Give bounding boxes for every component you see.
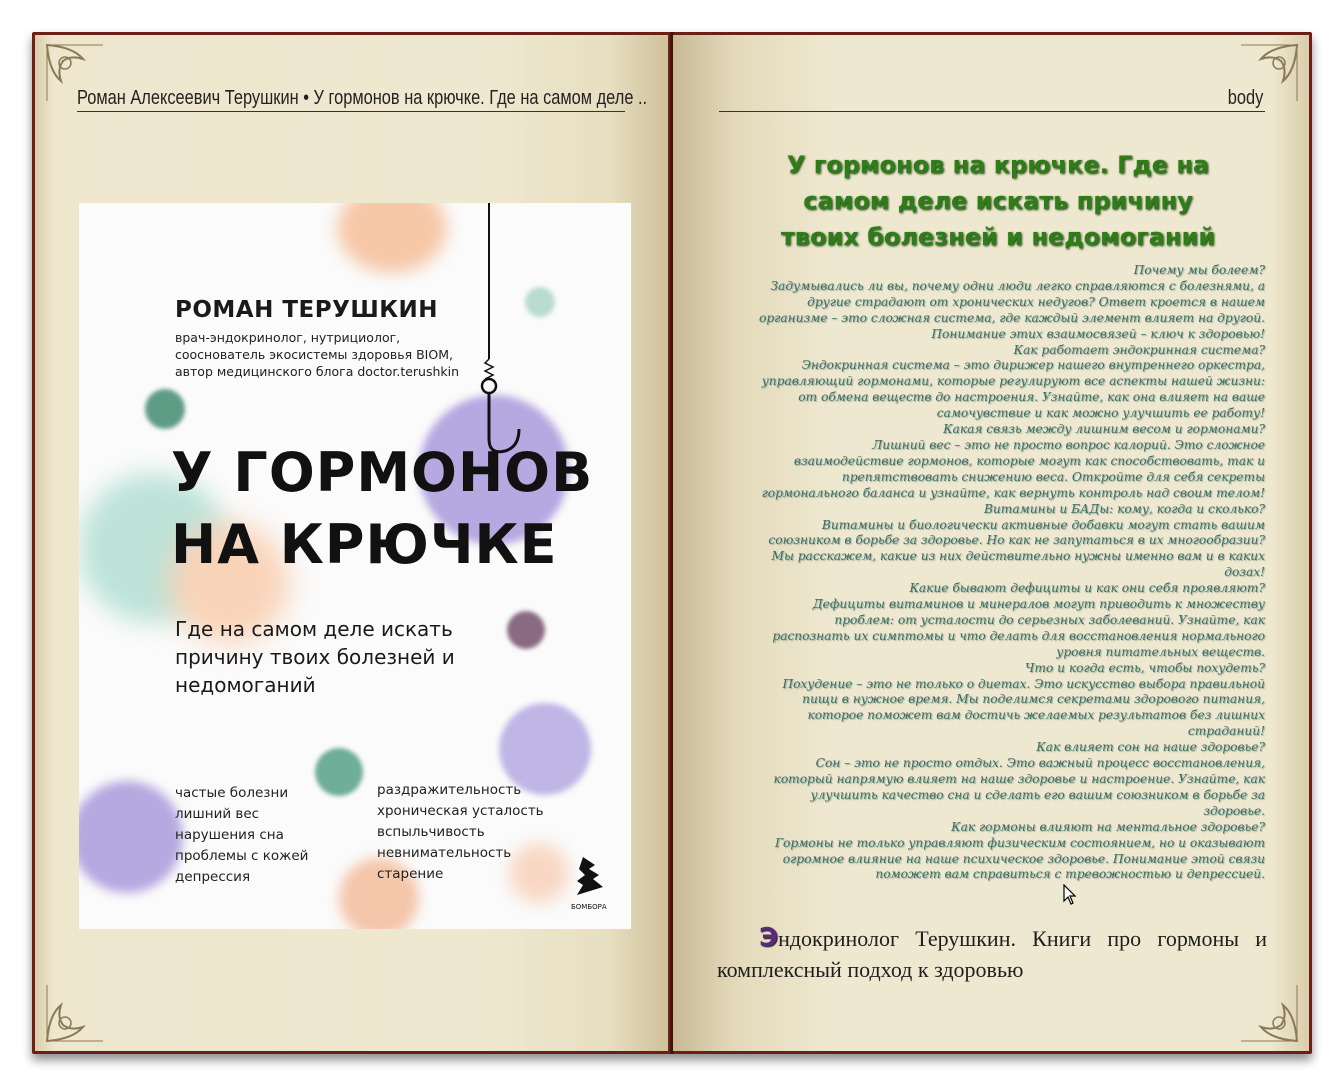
book-annotation xyxy=(759,263,1265,883)
corner-ornament-icon xyxy=(1231,975,1301,1045)
annotation-paragraph: Как гормоны влияют на ментальное здоровье? xyxy=(951,819,1265,834)
symptom-item: хроническая усталость xyxy=(377,803,544,819)
cover-decor-dot xyxy=(507,611,545,649)
cover-decor-dot xyxy=(79,781,183,893)
body-text: ндокринолог Терушкин. Книги про гормоны и комплексный подход к здоровью xyxy=(717,926,1267,982)
book-title-heading: У гормонов на крючке. Где на самом деле искать причину твоих болезней и недомоганий xyxy=(780,151,1216,251)
left-page[interactable] xyxy=(35,35,671,1051)
annotation-paragraph: Как влияет сон на наше здоровье? xyxy=(1036,740,1265,755)
publisher-logo-icon xyxy=(573,855,609,897)
cover-author: РОМАН ТЕРУШКИН xyxy=(175,297,439,323)
book-viewer xyxy=(32,32,1312,1054)
symptom-item: проблемы с кожей xyxy=(175,848,309,864)
cover-decor-dot xyxy=(337,203,447,273)
right-running-header: body xyxy=(1227,87,1263,109)
author-role-line: врач-эндокринолог, нутрициолог, xyxy=(175,330,401,345)
header-rule xyxy=(719,111,1265,112)
annotation-paragraph: Витамины и биологически активные добавки могут стать вашим союзником в борьбе за здоровье. Но как не запутаться в их многообразии? Мы расскажем, какие из них действительно нужны именно вам и в каких дозах! xyxy=(768,517,1265,580)
annotation-paragraph: Какие бывают дефициты и как они себя проявляют? xyxy=(909,581,1265,596)
symptom-item: невнимательность xyxy=(377,845,512,861)
symptom-item: лишний вес xyxy=(175,806,260,822)
right-page[interactable] xyxy=(673,35,1309,1051)
symptom-item: старение xyxy=(377,866,444,882)
annotation-paragraph: Задумывались ли вы, почему одни люди легко справляются с болезнями, а другие страдают от хронических недугов? Ответ кроется в нашем организме – это сложная система, где каждый элемент влияет на другой. Понимание этих взаимосвязей – ключ к здоровью! xyxy=(759,278,1265,341)
author-role-line: сооснователь экосистемы здоровья BIOM, xyxy=(175,347,453,362)
annotation-paragraph: Дефициты витаминов и минералов могут приводить к множеству проблем: от усталости до серьезных заболеваний. Узнайте, как распознать их симптомы и что делать для восстановления нормального уровня питательных веществ. xyxy=(772,597,1265,659)
fishing-hook-icon xyxy=(475,203,535,463)
annotation-paragraph: Что и когда есть, чтобы похудеть? xyxy=(1024,660,1265,675)
cover-decor-dot xyxy=(145,389,185,429)
annotation-paragraph: Витамины и БАДы: кому, когда и сколько? xyxy=(983,501,1265,516)
publisher-name: БОМБОРА xyxy=(571,903,607,911)
header-rule xyxy=(77,111,625,112)
annotation-paragraph: Как работает эндокринная система? xyxy=(1013,342,1265,357)
cover-title-line: У ГОРМОНОВ xyxy=(171,441,594,504)
annotation-paragraph: Какая связь между лишним весом и гормонами? xyxy=(943,422,1265,437)
cover-decor-dot xyxy=(315,748,363,796)
book-cover-image xyxy=(79,203,631,929)
symptom-item: вспыльчивость xyxy=(377,824,485,840)
annotation-paragraph: Сон – это не просто отдых. Это важный процесс восстановления, который напрямую влияет на наше здоровье и настроение. Узнайте, как улучшить качество сна и сделать его вашим союзником в борьбе за здоровье. xyxy=(773,756,1265,818)
annotation-paragraph: Гормоны не только управляют физическим состоянием, но и оказывают огромное влияние на наше психическое здоровье. Понимание этой связи поможет вам справиться с тревожностью и депрессией. xyxy=(774,835,1265,882)
cover-symptom-list-right xyxy=(377,780,544,885)
author-role-line: автор медицинского блога doctor.terushkin xyxy=(175,364,460,379)
mouse-cursor-icon xyxy=(1063,884,1077,906)
body-paragraph xyxy=(717,923,1267,985)
cover-title-line: НА КРЮЧКЕ xyxy=(171,513,558,576)
symptom-item: частые болезни xyxy=(175,785,289,801)
corner-ornament-icon xyxy=(43,975,113,1045)
annotation-paragraph: Эндокринная система – это дирижер нашего внутреннего оркестра, управляющий гормонами, которые регулируют все аспекты нашей жизни: от обмена веществ до настроения. Узнайте, как она влияет на ваше самочувствие и как можно улучшить ее работу! xyxy=(761,358,1265,421)
annotation-paragraph: Почему мы болеем? xyxy=(1133,263,1265,277)
drop-cap: Э xyxy=(759,923,779,953)
symptom-item: нарушения сна xyxy=(175,827,284,843)
annotation-paragraph: Похудение – это не только о диетах. Это искусство выбора правильной пищи в нужное время. Мы поделимся секретами здорового питания, которое поможет вам достичь желаемых результатов без лишних страданий! xyxy=(782,676,1265,739)
cover-subtitle: Где на самом деле искать причину твоих болезней и недомоганий xyxy=(175,617,455,697)
cover-symptom-list-left xyxy=(175,783,308,888)
left-running-header: Роман Алексеевич Терушкин • У гормонов на крючке. Где на самом деле .. xyxy=(77,87,648,109)
symptom-item: раздражительность xyxy=(377,782,522,798)
cover-author-role xyxy=(175,329,459,380)
annotation-paragraph: Лишний вес – это не просто вопрос калорий. Это сложное взаимодействие гормонов, которые могут как способствовать, так и препятствовать снижению веса. Откройте для себя секреты гормонального баланса и узнайте, как вернуть контроль над своим телом! xyxy=(761,437,1265,500)
symptom-item: депрессия xyxy=(175,869,251,885)
